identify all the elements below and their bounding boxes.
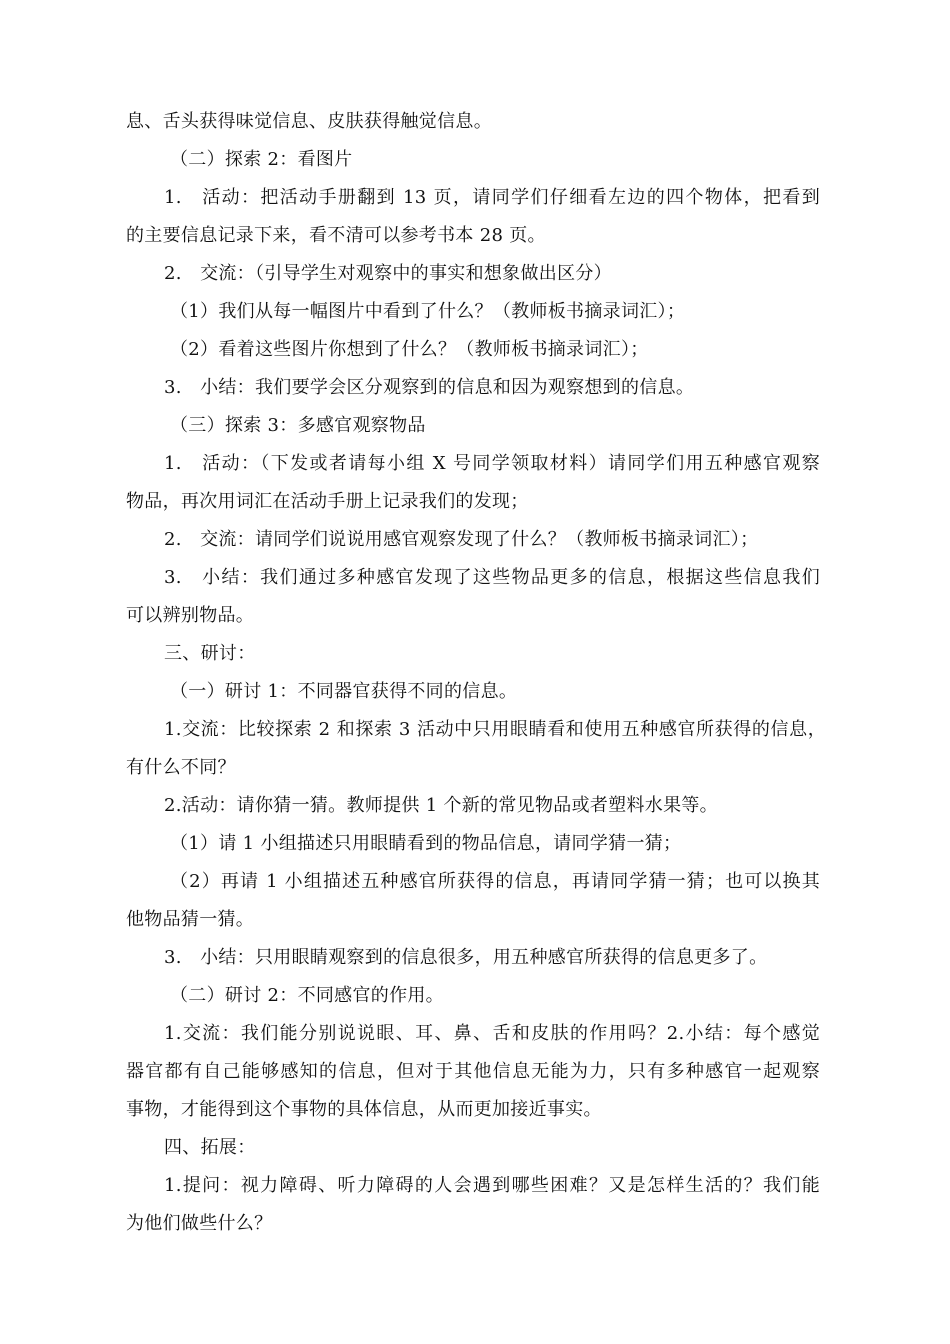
section-heading: （二）研讨 2：不同感官的作用。 [170, 985, 444, 1006]
section-heading: （三）探索 3：多感官观察物品 [170, 415, 426, 436]
paragraph-line: 有什么不同？ [126, 757, 236, 778]
paragraph-line: 1. 活动：（下发或者请每小组 X 号同学领取材料）请同学们用五种感官观察 [164, 453, 820, 474]
section-heading: （一）研讨 1：不同器官获得不同的信息。 [170, 681, 518, 702]
paragraph-line: 的主要信息记录下来，看不清可以参考书本 28 页。 [126, 225, 546, 246]
section-heading: 四、拓展： [164, 1137, 256, 1158]
paragraph-line: 3. 小结：只用眼睛观察到的信息很多，用五种感官所获得的信息更多了。 [164, 947, 768, 968]
paragraph-line: （1）请 1 小组描述只用眼睛看到的物品信息，请同学猜一猜； [170, 833, 682, 854]
section-heading: （二）探索 2：看图片 [170, 149, 353, 170]
paragraph-line: 1.交流：我们能分别说说眼、耳、鼻、舌和皮肤的作用吗？2.小结：每个感觉 [164, 1023, 820, 1044]
paragraph-line: 物品，再次用词汇在活动手册上记录我们的发现； [126, 491, 529, 512]
paragraph-line: 1.提问：视力障碍、听力障碍的人会遇到哪些困难？又是怎样生活的？我们能 [164, 1175, 820, 1196]
section-heading: 三、研讨： [164, 643, 256, 664]
paragraph-line: 息、舌头获得味觉信息、皮肤获得触觉信息。 [126, 111, 492, 132]
paragraph-line: 为他们做些什么？ [126, 1213, 273, 1234]
paragraph-line: 1.交流：比较探索 2 和探索 3 活动中只用眼睛看和使用五种感官所获得的信息， [164, 719, 826, 740]
paragraph-line: 2. 交流：请同学们说说用感官观察发现了什么？（教师板书摘录词汇）； [164, 529, 759, 550]
paragraph-line: 3. 小结：我们要学会区分观察到的信息和因为观察想到的信息。 [164, 377, 695, 398]
paragraph-line: 3. 小结：我们通过多种感官发现了这些物品更多的信息，根据这些信息我们 [164, 567, 820, 588]
paragraph-line: 1. 活动：把活动手册翻到 13 页，请同学们仔细看左边的四个物体，把看到 [164, 187, 820, 208]
paragraph-line: 事物，才能得到这个事物的具体信息，从而更加接近事实。 [126, 1099, 602, 1120]
paragraph-line: 他物品猜一猜。 [126, 909, 255, 930]
paragraph-line: 2.活动：请你猜一猜。教师提供 1 个新的常见物品或者塑料水果等。 [164, 795, 718, 816]
paragraph-line: （1）我们从每一幅图片中看到了什么？（教师板书摘录词汇）； [170, 301, 686, 322]
paragraph-line: 可以辨别物品。 [126, 605, 255, 626]
paragraph-line: 2. 交流：（引导学生对观察中的事实和想象做出区分） [164, 263, 612, 284]
paragraph-line: （2）再请 1 小组描述五种感官所获得的信息，再请同学猜一猜；也可以换其 [170, 871, 820, 892]
paragraph-line: （2）看着这些图片你想到了什么？（教师板书摘录词汇）； [170, 339, 649, 360]
paragraph-line: 器官都有自己能够感知的信息，但对于其他信息无能为力，只有多种感官一起观察 [126, 1061, 820, 1082]
